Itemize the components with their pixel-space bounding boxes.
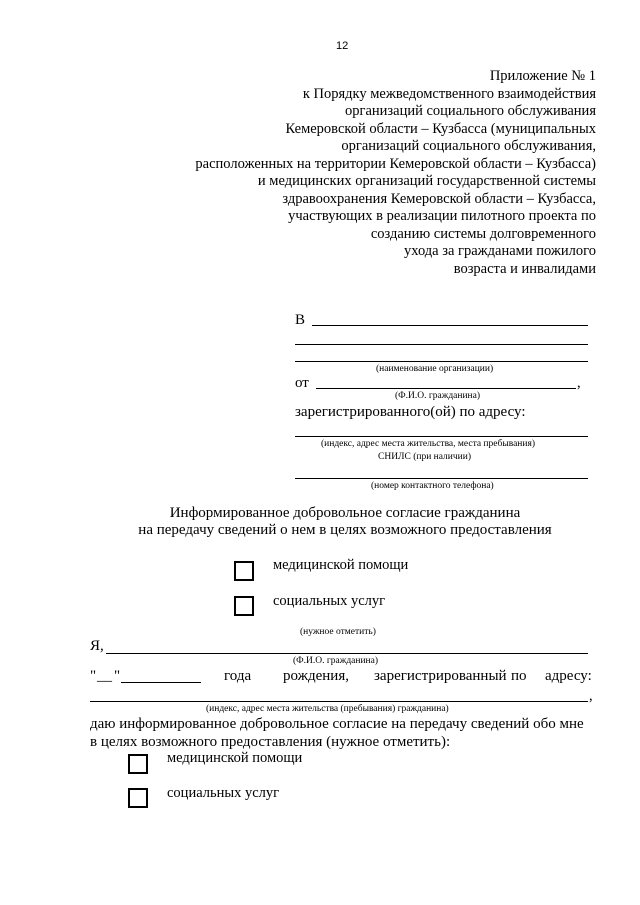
social-checkbox-bottom[interactable] [128, 788, 148, 808]
snils-hint: СНИЛС (при наличии) [378, 452, 471, 462]
to-label: В [295, 312, 306, 328]
medical-option-label: медицинской помощи [273, 557, 409, 573]
statement-address-comma: , [589, 688, 593, 704]
appendix-line: созданию системы долговременного [370, 225, 596, 242]
medical-checkbox-bottom[interactable] [128, 754, 148, 774]
appendix-line: к Порядку межведомственного взаимодействия [302, 85, 596, 102]
phone-field-line[interactable] [295, 478, 588, 479]
social-option-label: социальных услуг [273, 593, 386, 609]
phone-hint: (номер контактного телефона) [371, 481, 494, 491]
appendix-line: и медицинских организаций государственной системы [257, 173, 596, 189]
org-field-line-1[interactable] [312, 325, 588, 326]
address-hint: (индекс, адрес места жительства, места пребывания) [321, 439, 535, 449]
appendix-line: ухода за гражданами пожилого [404, 243, 596, 259]
word-registered: зарегистрированный [374, 668, 507, 684]
appendix-line: организаций социального обслуживания [345, 103, 596, 119]
appendix-header [195, 68, 596, 278]
statement-address-hint: (индекс, адрес места жительства (пребывания) гражданина) [206, 704, 449, 714]
org-field-line-3[interactable] [295, 361, 588, 362]
consent-title-line-1: Информированное добровольное согласие гражданина [169, 505, 521, 521]
appendix-line: возраста и инвалидами [453, 260, 596, 277]
statement-fio-hint: (Ф.И.О. гражданина) [293, 656, 378, 666]
social-option-label-bottom: социальных услуг [167, 785, 280, 801]
org-field-line-2[interactable] [295, 344, 588, 345]
org-hint: (наименование организации) [376, 364, 494, 374]
date-month-year-line[interactable] [121, 682, 201, 683]
statement-address-line[interactable] [90, 701, 588, 702]
appendix-line: участвующих в реализации пилотного проекта по [288, 208, 596, 224]
word-address: адресу: [545, 668, 592, 684]
i-label: Я, [90, 638, 104, 654]
consent-title-line-2: на передачу сведений о нем в целях возможного предоставления [138, 522, 552, 538]
date-day-blank[interactable]: __ [97, 668, 112, 684]
from-label: от [295, 375, 309, 391]
word-at: по [511, 668, 527, 684]
appendix-line: Кемеровской области – Кузбасса (муниципальных [285, 120, 596, 137]
word-birth: рождения, [283, 668, 349, 684]
registered-label: зарегистрированного(ой) по адресу: [295, 404, 526, 420]
word-year: года [224, 668, 252, 684]
fio-field-line[interactable] [316, 388, 576, 389]
appendix-line: расположенных на территории Кемеровской области – Кузбасса) [195, 155, 596, 172]
consent-text-line-1: даю информированное добровольное согласие на передачу сведений обо мне [90, 716, 584, 732]
medical-option-label-bottom: медицинской помощи [167, 750, 303, 766]
social-checkbox[interactable] [234, 596, 254, 616]
birth-date-row [90, 668, 594, 688]
consent-text-line-2: в целях возможного предоставления (нужное отметить): [90, 734, 451, 750]
select-hint: (нужное отметить) [300, 627, 376, 637]
appendix-line: здравоохранения Кемеровской области – Кузбасса, [282, 190, 596, 207]
medical-checkbox[interactable] [234, 561, 254, 581]
date-close-quote: " [114, 668, 121, 684]
appendix-line: организаций социального обслуживания, [341, 138, 596, 154]
appendix-line: Приложение № 1 [489, 68, 596, 84]
page-number: 12 [336, 40, 349, 52]
fio-hint: (Ф.И.О. гражданина) [395, 391, 480, 401]
from-comma: , [577, 375, 581, 391]
date-open-quote: " [90, 668, 97, 684]
address-field-line[interactable] [295, 436, 588, 437]
statement-fio-line[interactable] [106, 653, 588, 654]
